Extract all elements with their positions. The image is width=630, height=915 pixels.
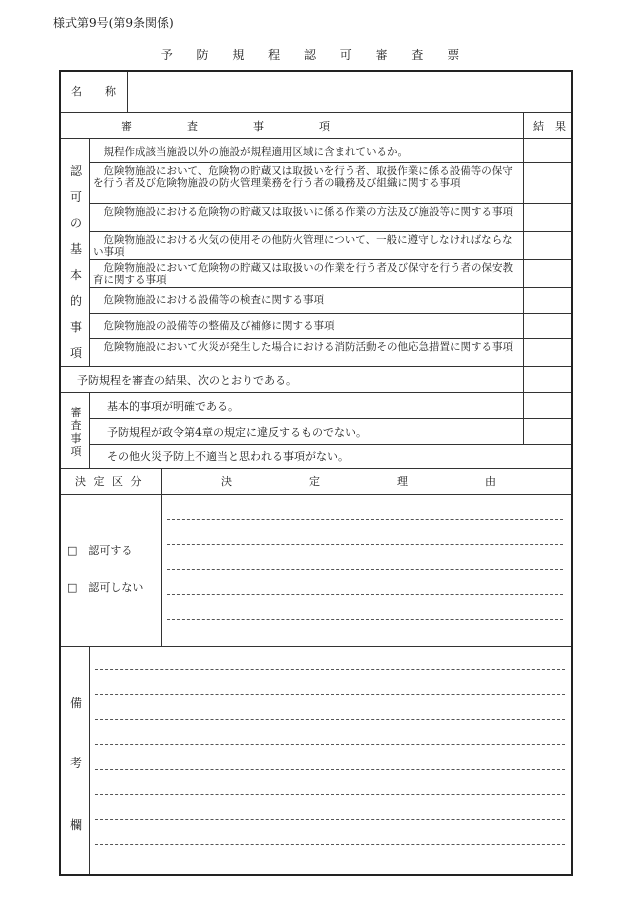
remarks-label-3: 欄 bbox=[70, 818, 83, 832]
name-label: 名 称 bbox=[71, 85, 122, 98]
remarks-label-1: 備 bbox=[70, 696, 83, 710]
option-not-approve: □ 認可しない bbox=[67, 581, 144, 594]
basic-item: 危険物施設において危険物の貯蔵又は取扱いの作業を行う者及び保守を行う者の保安教育に関する事項 bbox=[93, 262, 513, 286]
basic-item: 危険物施設において、危険物の貯蔵又は取扱いを行う者、取扱作業に係る設備等の保守を行う者及び危険物施設の防火管理業務を行う者の職務及び組織に関する事項 bbox=[93, 165, 513, 189]
review-items-label: 審 査 事 項 bbox=[70, 406, 82, 458]
decision-category-label: 決 定 区 分 bbox=[75, 475, 144, 488]
items-header: 審 査 事 項 bbox=[121, 120, 330, 133]
basic-item: 危険物施設における火気の使用その他防火管理について、一般に遵守しなければならない事項 bbox=[93, 234, 513, 258]
review-form-table bbox=[59, 70, 573, 876]
review-item: 基本的事項が明確である。 bbox=[107, 400, 239, 413]
result-header: 結 果 bbox=[533, 120, 566, 133]
decision-reason-label: 決 定 理 由 bbox=[221, 475, 496, 488]
form-number: 様式第9号(第9条関係) bbox=[53, 16, 174, 30]
review-intro: 予防規程を審査の結果、次のとおりである。 bbox=[77, 374, 297, 387]
basic-item: 危険物施設において火災が発生した場合における消防活動その他応急措置に関する事項 bbox=[103, 341, 513, 353]
option-approve: □ 認可する bbox=[67, 544, 133, 557]
basic-items-label: 認 可 の 基 本 的 事 項 bbox=[69, 164, 82, 360]
basic-item: 危険物施設の設備等の整備及び補修に関する事項 bbox=[103, 320, 335, 332]
review-item: その他火災予防上不適当と思われる事項がない。 bbox=[107, 450, 349, 463]
basic-item: 危険物施設における危険物の貯蔵又は取扱いに係る作業の方法及び施設等に関する事項 bbox=[103, 206, 513, 218]
form-title: 予 防 規 程 認 可 審 査 票 bbox=[160, 48, 470, 62]
basic-item: 規程作成該当施設以外の施設が規程適用区域に含まれているか。 bbox=[103, 146, 408, 158]
basic-item: 危険物施設における設備等の検査に関する事項 bbox=[103, 294, 324, 306]
review-item: 予防規程が政令第4章の規定に違反するものでない。 bbox=[107, 426, 367, 439]
remarks-label-2: 考 bbox=[70, 756, 83, 770]
